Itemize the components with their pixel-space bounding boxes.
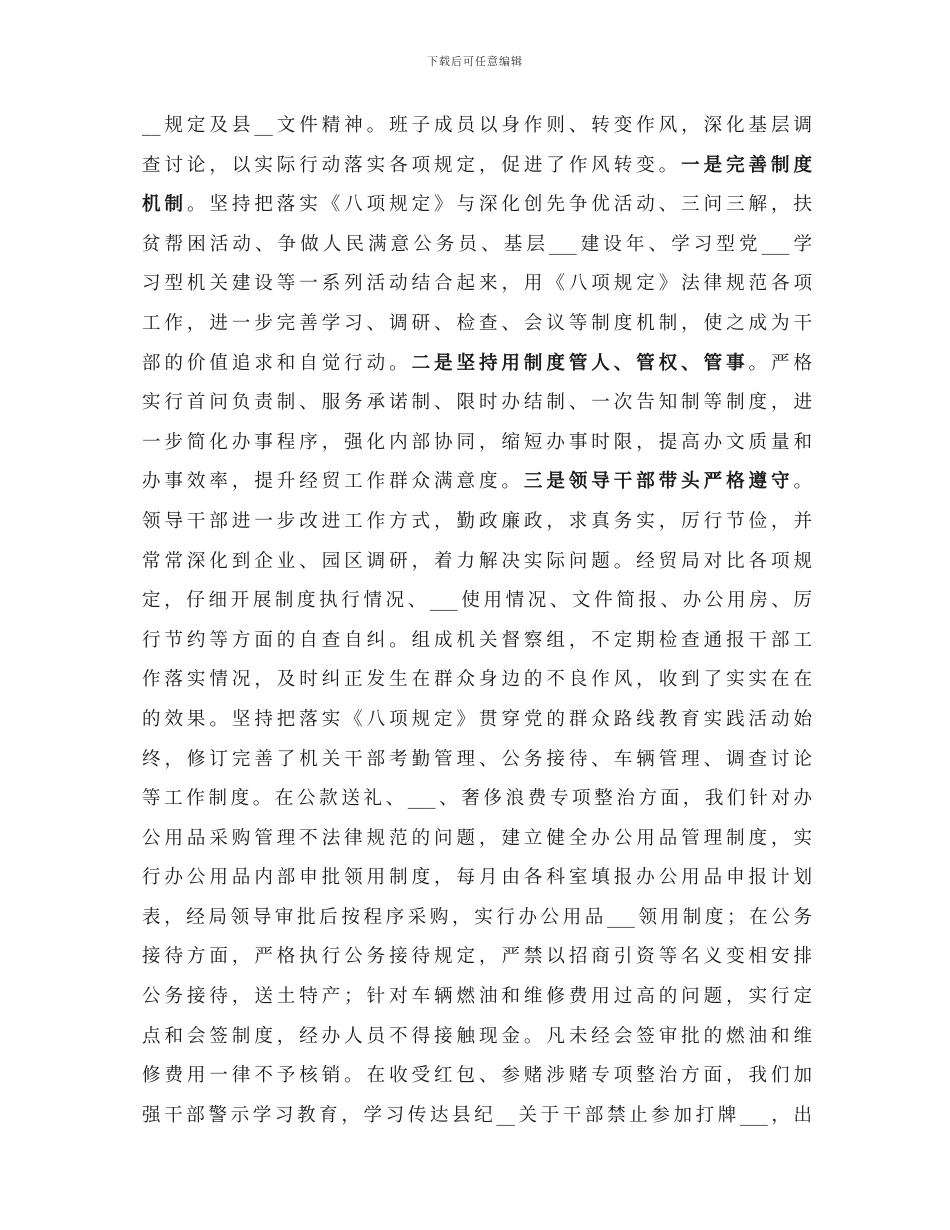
- text-line: [142, 225, 812, 265]
- body-text: 常常深化到企业、园区调研，着力解决实际问题。经贸局对比各项规: [142, 550, 812, 572]
- text-line: [142, 858, 812, 898]
- text-line: [142, 304, 812, 344]
- body-text: 工作，进一步完善学习、调研、检查、会议等制度机制，使之成为干: [142, 312, 812, 334]
- bold-heading-text: 二是坚持用制度管人、管权、管事: [411, 352, 749, 374]
- text-line: [142, 1056, 812, 1096]
- text-line: [142, 106, 812, 146]
- body-text: 行办公用品内部申批领用制度，每月由各科室填报办公用品申报计划: [142, 867, 812, 889]
- bold-heading-text: 机制: [142, 194, 187, 216]
- text-line: [142, 581, 812, 621]
- text-line: [142, 344, 812, 384]
- body-text: 表，经局领导审批后按程序采购，实行办公用品___领用制度；在公务: [142, 906, 812, 928]
- body-text: 公用品采购管理不法律规范的问题，建立健全办公用品管理制度，实: [142, 827, 812, 849]
- text-line: [142, 779, 812, 819]
- body-text: 公务接待，送土特产；针对车辆燃油和维修费用过高的问题，实行定: [142, 986, 812, 1008]
- body-text: __规定及县__文件精神。班子成员以身作则、转变作风，深化基层调: [142, 115, 812, 136]
- document-body: [142, 106, 812, 1135]
- body-text: 点和会签制度，经办人员不得接触现金。凡未经会签审批的燃油和维: [142, 1025, 812, 1047]
- body-text: 贫帮困活动、争做人民满意公务员、基层___建设年、学习型党___学: [142, 233, 812, 255]
- text-line: [142, 660, 812, 700]
- text-line: [142, 700, 812, 740]
- body-text: 领导干部进一步改进工作方式，勤政廉政，求真务实，厉行节俭，并: [142, 510, 812, 532]
- text-line: [142, 146, 812, 186]
- body-text: 的效果。坚持把落实《八项规定》贯穿党的群众路线教育实践活动始: [142, 708, 812, 730]
- page-header: 下载后可任意编辑: [427, 55, 523, 68]
- body-text: 终，修订完善了机关干部考勤管理、公务接待、车辆管理、调查讨论: [142, 748, 812, 770]
- body-text: 办事效率，提升经贸工作群众满意度。: [142, 471, 524, 493]
- body-text: 查讨论，以实际行动落实各项规定，促进了作风转变。: [142, 154, 682, 176]
- body-text: 。坚持把落实《八项规定》与深化创先争优活动、三问三解，扶: [186, 194, 812, 216]
- body-text: 。: [793, 471, 812, 493]
- text-line: [142, 462, 812, 502]
- body-text: 接待方面，严格执行公务接待规定，严禁以招商引资等名义变相安排: [142, 946, 812, 968]
- text-line: [142, 740, 812, 780]
- text-line: [142, 937, 812, 977]
- body-text: 习型机关建设等一系列活动结合起来，用《八项规定》法律规范各项: [142, 273, 812, 295]
- body-text: 等工作制度。在公款送礼、___、奢侈浪费专项整治方面，我们针对办: [142, 788, 812, 810]
- text-line: [142, 185, 812, 225]
- body-text: 部的价值追求和自觉行动。: [142, 352, 412, 374]
- bold-heading-text: 三是领导干部带头严格遵守: [523, 471, 794, 493]
- text-line: [142, 264, 812, 304]
- text-line: [142, 898, 812, 938]
- text-line: [142, 423, 812, 463]
- body-text: 一步简化办事程序，强化内部协同，缩短办事时限，提高办文质量和: [142, 431, 812, 453]
- body-text: 作落实情况，及时纠正发生在群众身边的不良作风，收到了实实在在: [142, 669, 812, 691]
- body-text: 实行首问负责制、服务承诺制、限时办结制、一次告知制等制度，进: [142, 392, 812, 414]
- body-text: 行节约等方面的自查自纠。组成机关督察组，不定期检查通报干部工: [142, 629, 812, 651]
- text-line: [142, 977, 812, 1017]
- body-text: 定，仔细开展制度执行情况、___使用情况、文件简报、办公用房、厉: [142, 590, 812, 612]
- text-line: [142, 383, 812, 423]
- body-text: 强干部警示学习教育，学习传达县纪__关于干部禁止参加打牌___，出: [142, 1104, 812, 1126]
- text-line: [142, 1096, 812, 1136]
- text-line: [142, 819, 812, 859]
- text-line: [142, 502, 812, 542]
- text-line: [142, 542, 812, 582]
- text-line: [142, 621, 812, 661]
- body-text: 。严格: [748, 352, 812, 374]
- text-line: [142, 1017, 812, 1057]
- body-text: 修费用一律不予核销。在收受红包、参赌涉赌专项整治方面，我们加: [142, 1065, 812, 1087]
- bold-heading-text: 一是完善制度: [681, 154, 812, 176]
